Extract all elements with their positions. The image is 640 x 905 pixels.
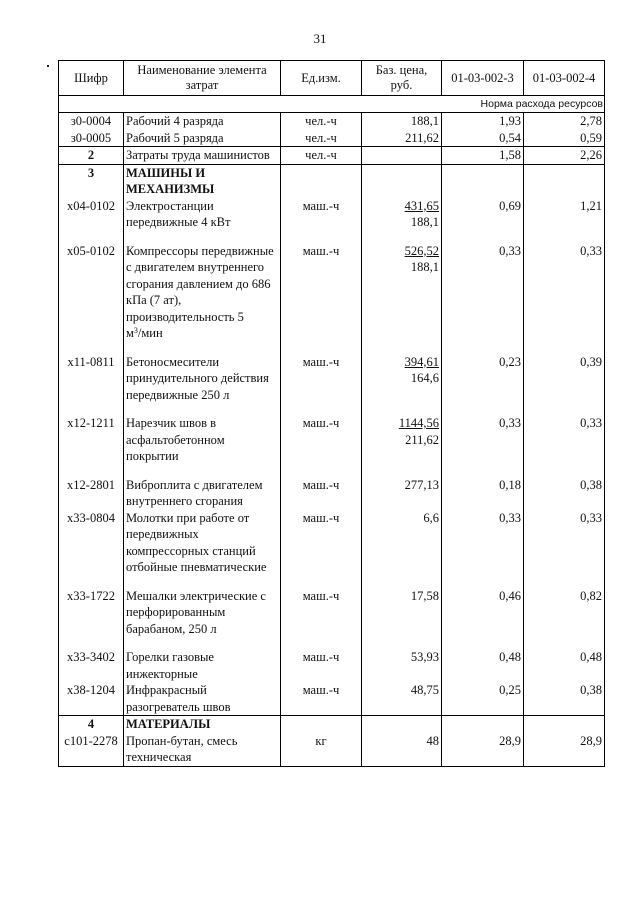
table-row (59, 243, 605, 342)
row-value-b: 0,38 (524, 682, 605, 716)
row-name: Рабочий 4 разряда (124, 113, 281, 130)
row-name-line: передвижные 250 л (126, 387, 230, 402)
row-unit: кг (281, 733, 362, 767)
row-price: 211,62 (362, 130, 442, 147)
section-title (124, 164, 281, 198)
row-value-a: 0,23 (442, 354, 524, 404)
row-name (124, 354, 281, 404)
row-price: 48 (362, 733, 442, 767)
table-row (59, 588, 605, 638)
row-code: 2 (59, 147, 124, 165)
row-code: х04-0102 (59, 198, 124, 231)
row-value-b: 0,59 (524, 130, 605, 147)
row-price (362, 147, 442, 165)
row-name-line: принудительного действия (126, 371, 269, 385)
row-name-line: Мешалки электрические с (126, 588, 266, 603)
row-name-line: техническая (126, 750, 192, 764)
row-value-a: 28,9 (442, 733, 524, 767)
row-name-line: с двигателем внутреннего (126, 260, 265, 274)
table-row (59, 113, 605, 130)
resource-cost-table (58, 60, 605, 767)
row-name-line: Инфракрасный (126, 683, 207, 697)
row-name-line: Пропан-бутан, смесь (126, 733, 238, 748)
row-unit: маш.-ч (281, 477, 362, 510)
row-name (124, 243, 281, 342)
section-title-line: МЕХАНИЗМЫ (126, 182, 215, 196)
row-value-a: 0,33 (442, 415, 524, 465)
row-price-total: 394,61 (404, 354, 439, 369)
row-value-b: 0,33 (524, 243, 605, 342)
table-row (59, 733, 605, 767)
scan-speck (47, 65, 49, 67)
header-price: Баз. цена, руб. (362, 61, 442, 96)
row-code: з0-0005 (59, 130, 124, 147)
row-price (362, 243, 442, 342)
header-name: Наименование элемента затрат (124, 61, 281, 96)
row-name-line: покрытии (126, 449, 179, 463)
header-code: Шифр (59, 61, 124, 96)
row-name (124, 198, 281, 231)
section-code: 4 (59, 716, 124, 733)
row-name (124, 682, 281, 716)
table-row (59, 510, 605, 576)
row-price: 277,13 (362, 477, 442, 510)
row-name: Затраты труда машинистов (124, 147, 281, 165)
unit-superscript: 3 (133, 326, 138, 335)
row-name-line: Горелки газовые (126, 650, 214, 664)
row-name-line: Нарезчик швов в (126, 416, 217, 430)
table-row (59, 198, 605, 231)
row-price-total: 1144,56 (398, 416, 439, 430)
row-value-b: 0,38 (524, 477, 605, 510)
section-title-line: МАШИНЫ И (126, 165, 206, 180)
row-name-line: разогреватель швов (126, 699, 231, 714)
row-name (124, 733, 281, 767)
row-name: Рабочий 5 разряда (124, 130, 281, 147)
row-name (124, 415, 281, 465)
section-title: МАТЕРИАЛЫ (124, 716, 281, 733)
row-code: х05-0102 (59, 243, 124, 342)
table-row (59, 477, 605, 510)
row-name-line: Молотки при работе от (126, 510, 250, 525)
row-name-line: сгорания давлением до 686 (126, 276, 271, 291)
row-name-line: перфорированным (126, 605, 226, 619)
row-value-a: 1,93 (442, 113, 524, 130)
row-price (362, 354, 442, 404)
row-name-line: Бетоносмесители (126, 354, 220, 369)
row-name-line: передвижные 4 кВт (126, 215, 231, 229)
table-row (59, 130, 605, 147)
norm-label: Норма расхода ресурсов (59, 96, 605, 113)
row-code: з0-0004 (59, 113, 124, 130)
row-code: х33-1722 (59, 588, 124, 638)
row-name-line: внутреннего сгорания (126, 494, 243, 508)
row-name-line: инжекторные (126, 666, 198, 681)
row-unit: маш.-ч (281, 588, 362, 638)
row-name-line: барабаном, 250 л (126, 621, 217, 636)
row-unit: маш.-ч (281, 682, 362, 716)
row-value-b: 0,82 (524, 588, 605, 638)
row-unit: чел.-ч (281, 147, 362, 165)
table-row (59, 682, 605, 716)
row-value-b: 28,9 (524, 733, 605, 767)
row-unit: маш.-ч (281, 198, 362, 231)
row-code: х12-1211 (59, 415, 124, 465)
row-price-total: 431,65 (404, 198, 439, 213)
header-unit: Ед.изм. (281, 61, 362, 96)
row-value-b: 0,33 (524, 510, 605, 576)
norm-row (59, 96, 605, 113)
row-value-b: 2,78 (524, 113, 605, 130)
row-price-wage: 164,6 (410, 371, 439, 385)
row-name (124, 510, 281, 576)
row-value-a: 0,18 (442, 477, 524, 510)
row-value-a: 0,69 (442, 198, 524, 231)
row-code: х33-3402 (59, 649, 124, 682)
row-name-line: Электростанции (126, 198, 214, 213)
row-unit: маш.-ч (281, 354, 362, 404)
row-price (362, 415, 442, 465)
row-name-line: производительность 5 (126, 309, 244, 324)
row-code: х33-0804 (59, 510, 124, 576)
row-value-b: 2,26 (524, 147, 605, 165)
table-header-row (59, 61, 605, 96)
row-price: 48,75 (362, 682, 442, 716)
row-value-a: 0,33 (442, 510, 524, 576)
row-value-b: 0,33 (524, 415, 605, 465)
row-value-a: 0,33 (442, 243, 524, 342)
row-name-line: асфальтобетонном (126, 432, 225, 447)
row-price-wage: 211,62 (405, 432, 439, 447)
row-value-a: 0,54 (442, 130, 524, 147)
row-price: 188,1 (362, 113, 442, 130)
row-unit: маш.-ч (281, 510, 362, 576)
row-price (362, 198, 442, 231)
row-name-line: отбойные пневматические (126, 560, 267, 574)
section-row-machines (59, 164, 605, 198)
row-price: 53,93 (362, 649, 442, 682)
row-value-b: 1,21 (524, 198, 605, 231)
row-price-wage: 188,1 (410, 260, 439, 274)
row-unit: чел.-ч (281, 113, 362, 130)
row-value-a: 0,48 (442, 649, 524, 682)
row-name (124, 477, 281, 510)
header-col-a: 01-03-002-3 (442, 61, 524, 96)
row-code: х12-2801 (59, 477, 124, 510)
header-col-b: 01-03-002-4 (524, 61, 605, 96)
row-value-a: 0,46 (442, 588, 524, 638)
row-price: 17,58 (362, 588, 442, 638)
row-value-a: 1,58 (442, 147, 524, 165)
unit-base: м (126, 326, 134, 340)
row-unit: маш.-ч (281, 649, 362, 682)
row-name-line: Компрессоры передвижные (126, 243, 274, 258)
row-value-b: 0,39 (524, 354, 605, 404)
unit-rest: /мин (137, 326, 163, 340)
row-code: с101-2278 (59, 733, 124, 767)
row-name-line: Виброплита с двигателем (126, 477, 263, 492)
row-name-line: кПа (7 ат), (126, 293, 182, 307)
row-price-wage: 188,1 (410, 215, 439, 229)
table-row (59, 354, 605, 404)
section-row-materials (59, 716, 605, 733)
row-value-b: 0,48 (524, 649, 605, 682)
row-name (124, 588, 281, 638)
table-row (59, 415, 605, 465)
row-name-line: компрессорных станций (126, 543, 256, 558)
row-unit: маш.-ч (281, 415, 362, 465)
table-row-machinist (59, 147, 605, 165)
row-unit: маш.-ч (281, 243, 362, 342)
row-name (124, 649, 281, 682)
section-code: 3 (59, 164, 124, 198)
row-code: х11-0811 (59, 354, 124, 404)
row-name-line (126, 325, 278, 342)
row-price-total: 526,52 (404, 243, 439, 258)
table-row (59, 649, 605, 682)
page-number: 31 (313, 31, 327, 46)
row-value-a: 0,25 (442, 682, 524, 716)
row-code: х38-1204 (59, 682, 124, 716)
row-unit: чел.-ч (281, 130, 362, 147)
row-price: 6,6 (362, 510, 442, 576)
row-name-line: передвижных (126, 527, 199, 541)
